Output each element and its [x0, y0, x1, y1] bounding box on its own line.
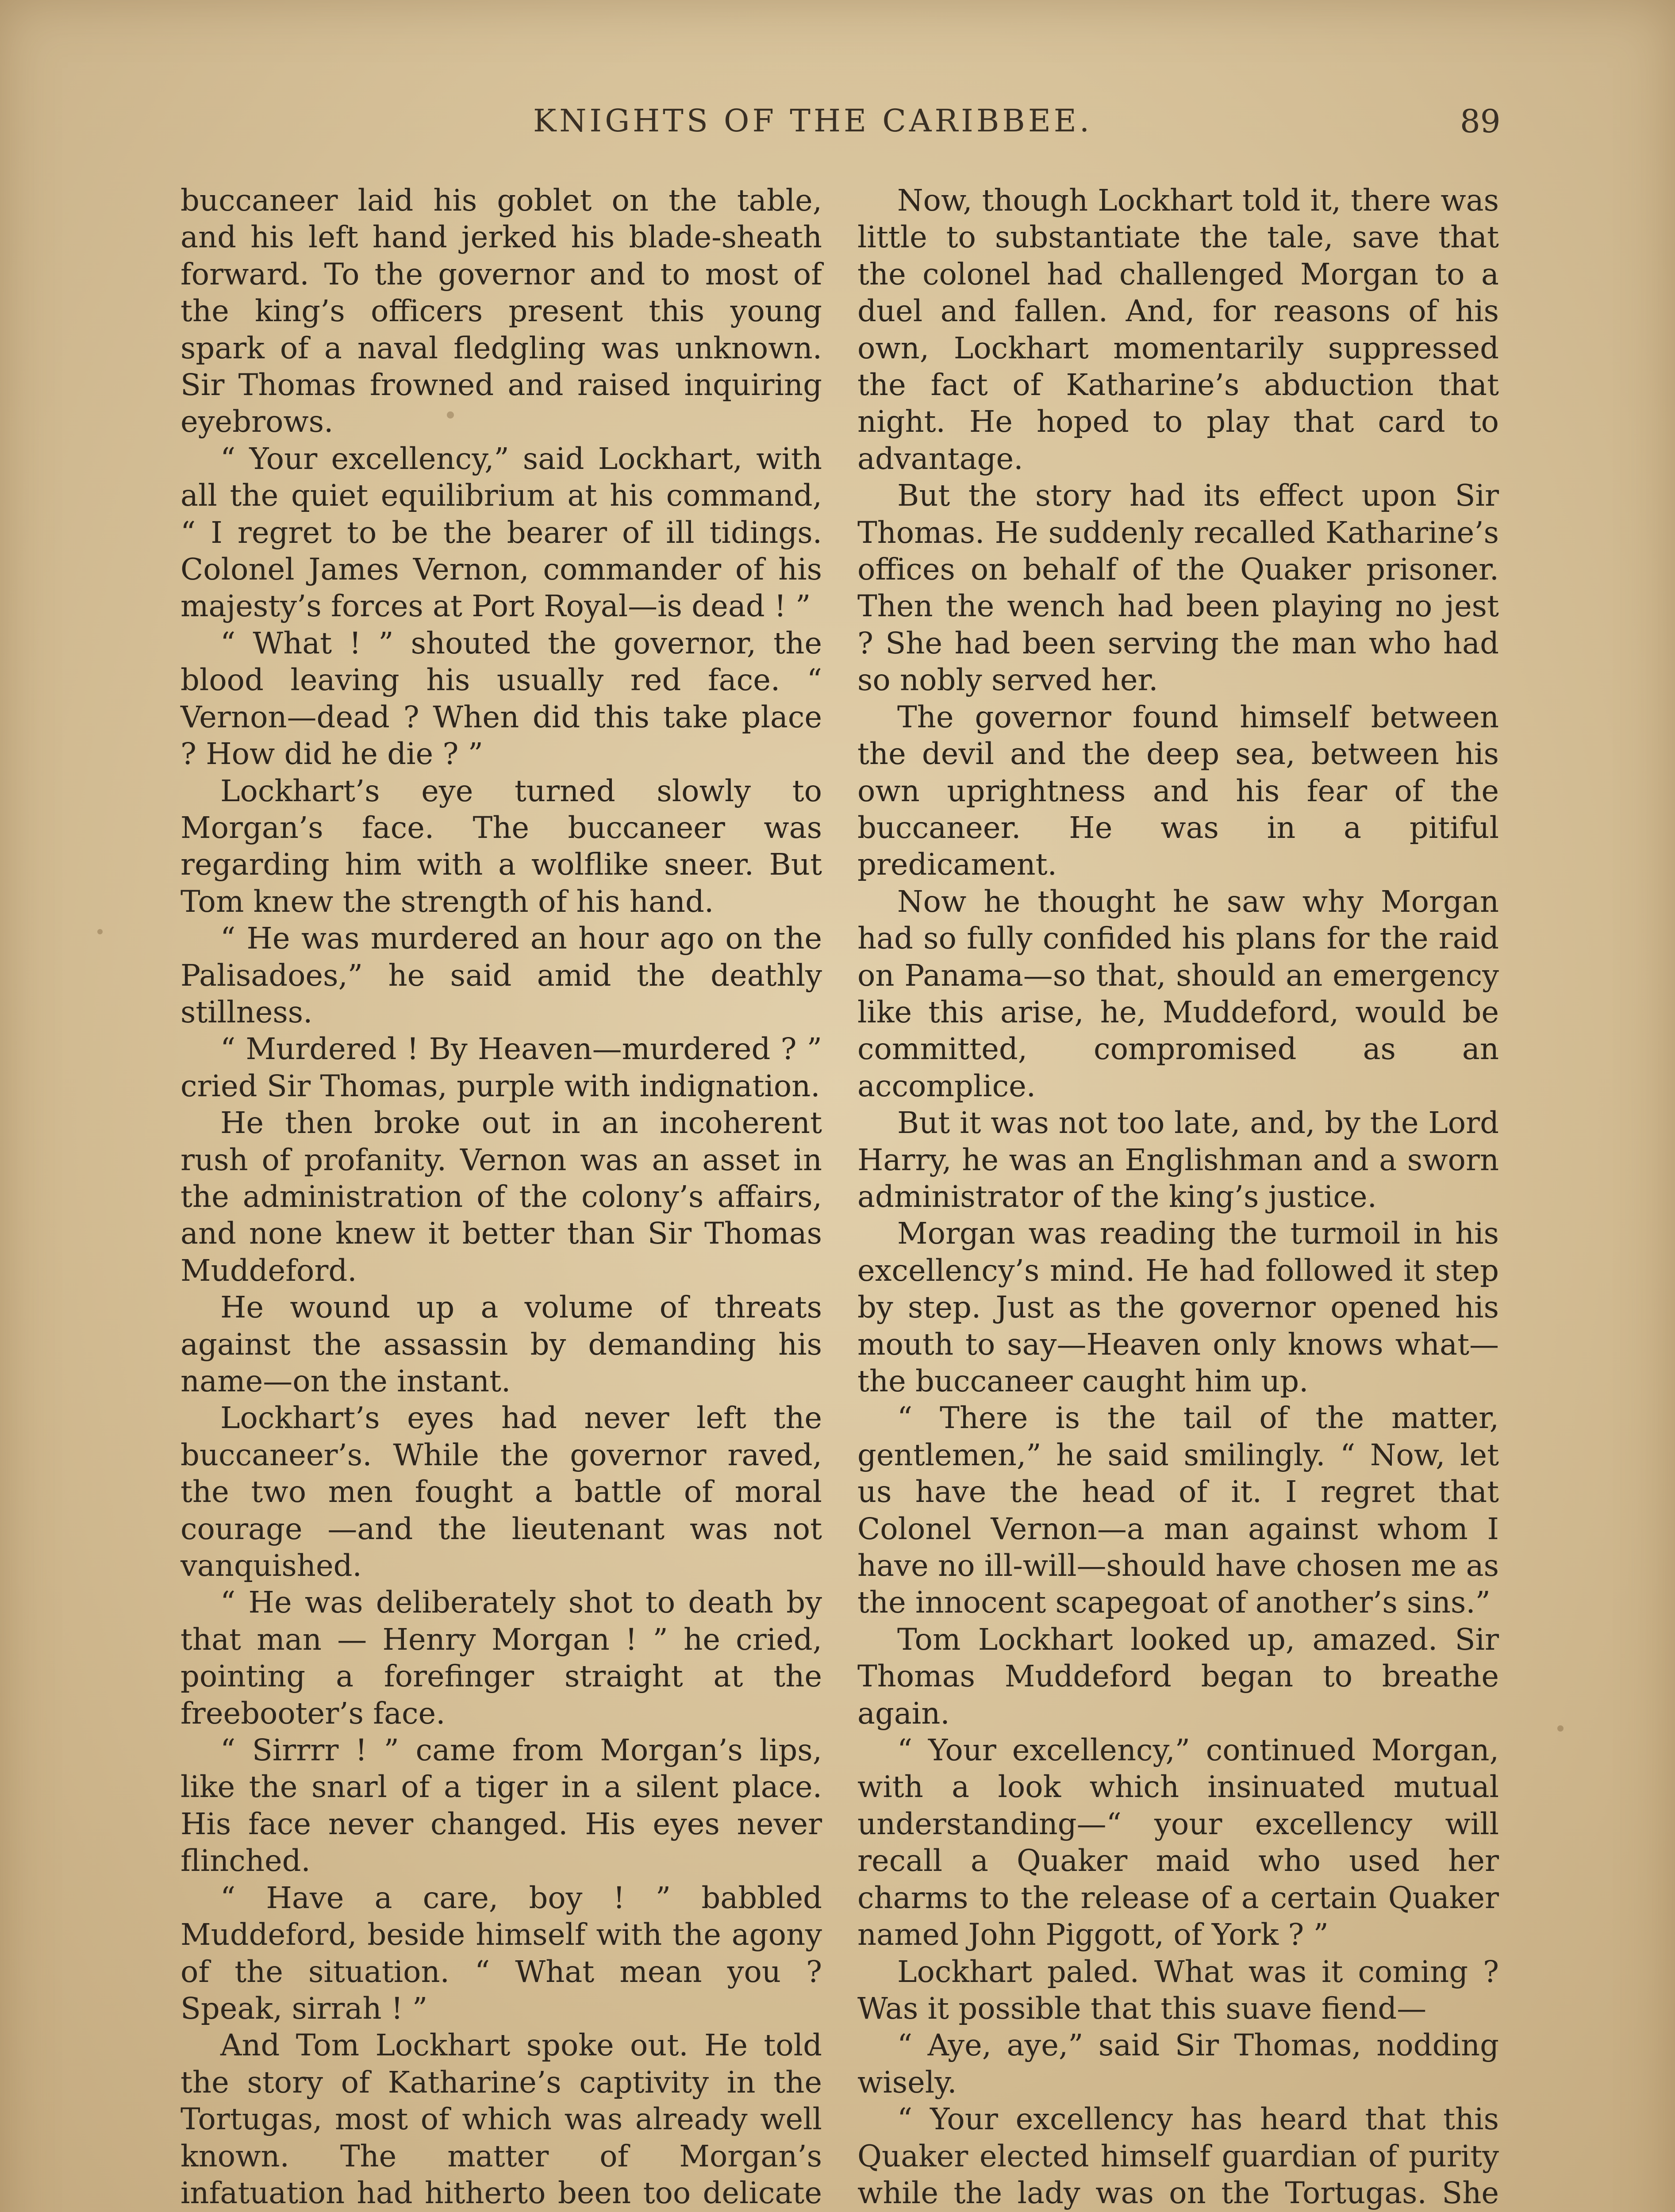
paragraph: Tom Lockhart looked up, amazed. Sir Thomas Muddeford began to breathe again. — [857, 1622, 1499, 1731]
left-column — [181, 182, 822, 2212]
paragraph: “ Your excellency has heard that this Quaker elected himself guardian of purity while the lady was on the Tortugas. She — [857, 2102, 1499, 2210]
paragraph: “ What ! ” shouted the governor, the blood leaving his usually red face. “ Vernon—dead ? When did this take place ? How did he die ? ” — [181, 626, 822, 772]
paragraph: “ He was murdered an hour ago on the Palisadoes,” he said amid the deathly stillness. — [181, 921, 822, 1029]
paragraph: “ Murdered ! By Heaven—murdered ? ” cried Sir Thomas, purple with indignation. — [181, 1032, 822, 1103]
paragraph: He wound up a volume of threats against the assassin by demanding his name—on the instant. — [181, 1290, 822, 1398]
paper-speck — [97, 929, 103, 934]
paper-speck — [1557, 1725, 1564, 1732]
paragraph: Lockhart paled. What was it coming ? Was it possible that this suave fiend— — [857, 1954, 1499, 2026]
paragraph: “ Your excellency,” continued Morgan, with a look which insinuated mutual understanding—“ your excellency will recall a Quaker maid who used her charms to the release of a certain Quaker named John Piggott, of York ? ” — [857, 1733, 1499, 1952]
paragraph: buccaneer laid his goblet on the table, and his left hand jerked his blade-sheath forward. To the governor and to most of the king’s officers present this young spark of a naval fledgling was unknown. Sir Thomas frowned and raised inquiring eyebrows. — [181, 183, 822, 439]
paragraph: But the story had its effect upon Sir Thomas. He suddenly recalled Katharine’s offices on behalf of the Quaker prisoner. Then the wench had been playing no jest ? She had been serving the man who had so nobly served her. — [857, 478, 1499, 698]
paragraph: Now he thought he saw why Morgan had so fully confided his plans for the raid on Panama—so that, should an emergency like this arise, he, Muddeford, would be committed, compromised as an accomplice. — [857, 884, 1499, 1103]
paragraph: He then broke out in an incoherent rush of profanity. Vernon was an asset in the administration of the colony’s affairs, and none knew it better than Sir Thomas Muddeford. — [181, 1106, 822, 1288]
paragraph: The governor found himself between the devil and the deep sea, between his own uprightness and his fear of the buccaneer. He was in a pitiful predicament. — [857, 699, 1499, 882]
paragraph: Now, though Lockhart told it, there was little to substantiate the tale, save that the colonel had challenged Morgan to a duel and fallen. And, for reasons of his own, Lockhart momentarily suppressed the fact of Katharine’s abduction that night. He hoped to play that card to advantage. — [857, 183, 1499, 476]
paragraph: “ There is the tail of the matter, gentlemen,” he said smilingly. “ Now, let us have the head of it. I regret that Colonel Vernon—a man against whom I have no ill-will—should have chosen me as the innocent scapegoat of another’s sins.” — [857, 1401, 1499, 1620]
paragraph: And Tom Lockhart spoke out. He told the story of Katharine’s captivity in the Tortugas, most of which was already well known. The matter of Morgan’s infatuation had hitherto been too delicate — [181, 2028, 822, 2210]
paragraph: “ Your excellency,” said Lockhart, with all the quiet equilibrium at his command, “ I regret to be the bearer of ill tidings. Colonel James Vernon, commander of his majesty’s forces at Port Royal—is dead ! ” — [181, 441, 822, 624]
paragraph: But it was not too late, and, by the Lord Harry, he was an Englishman and a sworn administrator of the king’s justice. — [857, 1106, 1499, 1214]
paper-speck — [447, 411, 454, 419]
running-head: KNIGHTS OF THE CARIBBEE. — [533, 103, 1093, 139]
paragraph: Lockhart’s eyes had never left the buccaneer’s. While the governor raved, the two men fought a battle of moral courage —and the lieutenant was not vanquished. — [181, 1401, 822, 1583]
paragraph: “ He was deliberately shot to death by that man — Henry Morgan ! ” he cried, pointing a forefinger straight at the freebooter’s face. — [181, 1585, 822, 1731]
paragraph: “ Sirrrr ! ” came from Morgan’s lips, like the snarl of a tiger in a silent place. His face never changed. His eyes never flinched. — [181, 1733, 822, 1878]
page-number: 89 — [1460, 103, 1501, 140]
paper-speck — [1177, 1194, 1181, 1199]
paragraph: Morgan was reading the turmoil in his excellency’s mind. He had followed it step by step. Just as the governor opened his mouth to say—Heaven only knows what—the buccaneer caught him up. — [857, 1216, 1499, 1398]
paragraph: “ Have a care, boy ! ” babbled Muddeford, beside himself with the agony of the situation. “ What mean you ? Speak, sirrah ! ” — [181, 1880, 822, 2026]
paragraph: “ Aye, aye,” said Sir Thomas, nodding wisely. — [857, 2028, 1499, 2100]
paragraph: Lockhart’s eye turned slowly to Morgan’s face. The buccaneer was regarding him with a wolflike sneer. But Tom knew the strength of his hand. — [181, 773, 822, 919]
